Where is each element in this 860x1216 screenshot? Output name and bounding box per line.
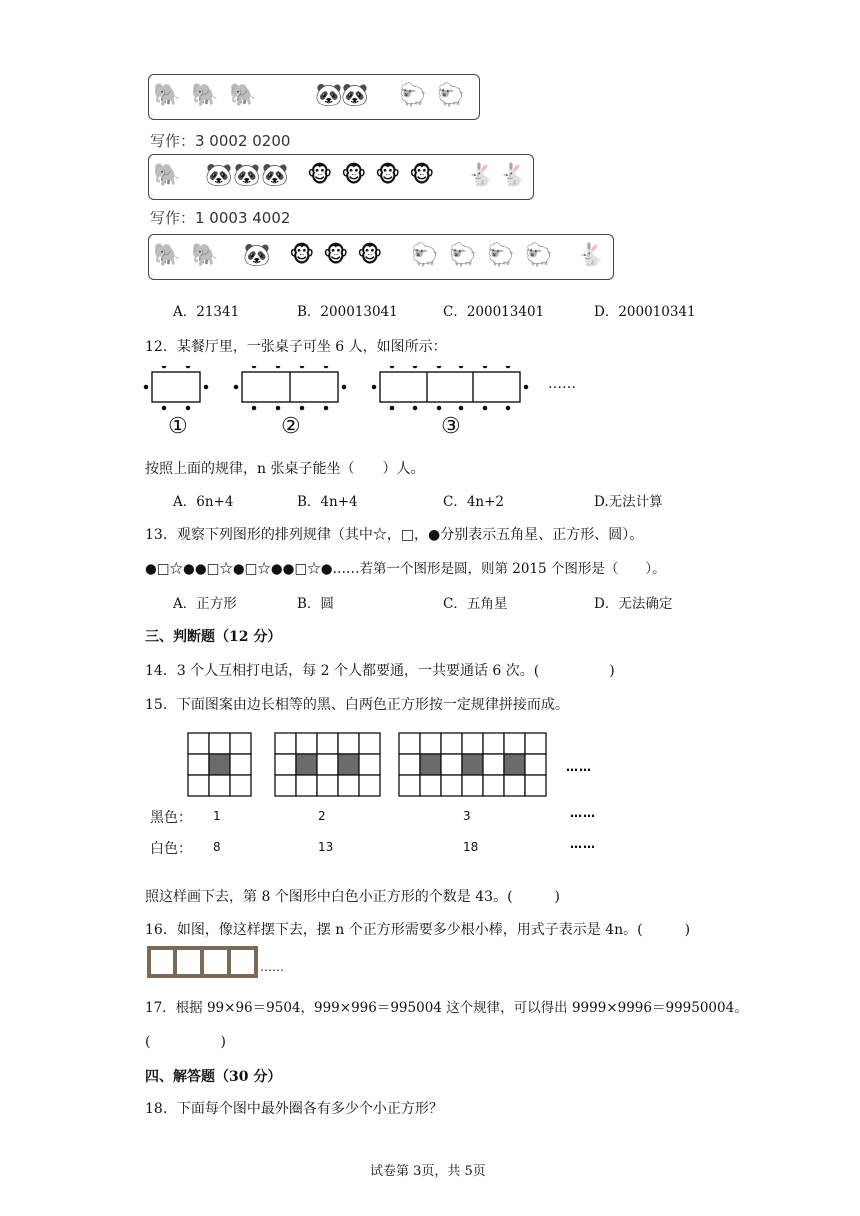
animal-box-3 xyxy=(148,234,614,280)
panda-icon: 🐼 xyxy=(243,243,271,268)
monkey-icon: 🐵 xyxy=(289,243,315,268)
q11-option-a[interactable]: A．21341 xyxy=(173,304,240,320)
table-diagram xyxy=(140,366,600,446)
pattern-2 xyxy=(275,733,380,796)
q12-text: 12．某餐厅里，一张桌子可坐 6 人，如图所示： xyxy=(145,339,447,355)
black-count-3: 3 xyxy=(463,809,471,823)
white-count-2: 13 xyxy=(318,840,334,854)
q15-statement: 照这样画下去，第 8 个图形中白色小正方形的个数是 43。( ) xyxy=(145,889,560,905)
panda-icon: 🐼 xyxy=(233,163,261,188)
animal-box-1 xyxy=(148,74,480,120)
black-count-1: 1 xyxy=(213,809,221,823)
pattern-3 xyxy=(399,733,546,796)
monkey-icon: 🐵 xyxy=(375,163,401,188)
white-label: 白色： xyxy=(150,841,192,857)
rabbit-icon: 🐇 xyxy=(499,163,527,188)
table-label-3: ③ xyxy=(441,414,461,439)
q15-text: 15．下面图案由边长相等的黑、白两色正方形按一定规律拼接而成。 xyxy=(145,697,569,713)
q13-option-b[interactable]: B．圆 xyxy=(297,596,334,612)
monkey-icon: 🐵 xyxy=(341,163,367,188)
table-label-2: ② xyxy=(281,414,301,439)
section-4-heading: 四、解答题（30 分） xyxy=(145,1069,282,1085)
monkey-icon: 🐵 xyxy=(307,163,333,188)
matchstick-ellipsis: …… xyxy=(260,960,284,974)
table-label-1: ① xyxy=(168,414,188,439)
elephant-icon: 🐘 xyxy=(191,83,219,108)
page-footer: 试卷第 3页，共 5页 xyxy=(370,1164,486,1179)
monkey-icon: 🐵 xyxy=(323,243,349,268)
matchstick-squares-diagram xyxy=(146,944,262,980)
sheep-icon: 🐑 xyxy=(399,83,427,108)
q13-option-a[interactable]: A．正方形 xyxy=(173,596,237,612)
q11-option-c[interactable]: C．200013401 xyxy=(443,304,545,320)
elephant-icon: 🐘 xyxy=(153,243,181,268)
table-ellipsis: …… xyxy=(548,376,576,392)
panda-icon: 🐼 xyxy=(341,83,369,108)
panda-icon: 🐼 xyxy=(261,163,289,188)
elephant-icon: 🐘 xyxy=(229,83,257,108)
q13-sequence: ●□☆●●□☆●□☆●●□☆●……若第一个图形是圆，则第 2015 个图形是（ ）。 xyxy=(145,561,666,577)
sheep-icon: 🐑 xyxy=(525,243,553,268)
sheep-icon: 🐑 xyxy=(449,243,477,268)
elephant-icon: 🐘 xyxy=(191,243,219,268)
q13-option-c[interactable]: C．五角星 xyxy=(443,596,508,612)
rabbit-icon: 🐇 xyxy=(467,163,495,188)
black-label: 黑色： xyxy=(150,810,192,826)
sheep-icon: 🐑 xyxy=(487,243,515,268)
q13-text: 13．观察下列图形的排列规律（其中☆，□，●分别表示五角星、正方形、圆）。 xyxy=(145,527,644,543)
animal-box-2 xyxy=(148,154,534,200)
panda-icon: 🐼 xyxy=(205,163,233,188)
table-1 xyxy=(144,366,209,410)
sheep-icon: 🐑 xyxy=(437,83,465,108)
q13-option-d[interactable]: D．无法确定 xyxy=(594,596,673,612)
write-line-1: 写作：3 0002 0200 xyxy=(150,132,291,150)
white-count-1: 8 xyxy=(213,840,221,854)
white-count-3: 18 xyxy=(463,840,479,854)
tile-pattern-diagram xyxy=(186,732,556,798)
q12-prompt: 按照上面的规律，n 张桌子能坐（ ）人。 xyxy=(145,461,425,477)
q14-text: 14．3 个人互相打电话，每 2 个人都要通，一共要通话 6 次。( ) xyxy=(145,663,615,679)
q12-option-d[interactable]: D.无法计算 xyxy=(594,494,663,510)
pattern-ellipsis: …… xyxy=(566,760,592,774)
q11-option-d[interactable]: D．200010341 xyxy=(594,304,696,320)
black-ellipsis: …… xyxy=(570,806,596,820)
write-line-2: 写作：1 0003 4002 xyxy=(150,209,291,227)
black-count-2: 2 xyxy=(318,809,326,823)
table-2 xyxy=(234,366,347,410)
panda-icon: 🐼 xyxy=(315,83,343,108)
monkey-icon: 🐵 xyxy=(409,163,435,188)
q12-option-b[interactable]: B．4n+4 xyxy=(297,494,358,510)
elephant-icon: 🐘 xyxy=(153,163,181,188)
white-ellipsis: …… xyxy=(570,837,596,851)
q17-text: 17．根据 99×96＝9504，999×996＝995004 这个规律，可以得出 9999×9996＝99950004。 xyxy=(145,1000,748,1016)
q11-option-b[interactable]: B．200013041 xyxy=(297,304,398,320)
q12-option-a[interactable]: A．6n+4 xyxy=(173,494,234,510)
pattern-1 xyxy=(188,733,251,796)
q16-text: 16．如图，像这样摆下去，摆 n 个正方形需要多少根小棒，用式子表示是 4n。( ) xyxy=(145,922,691,938)
q18-text: 18．下面每个图中最外圈各有多少个小正方形？ xyxy=(145,1101,443,1117)
section-3-heading: 三、判断题（12 分） xyxy=(145,629,282,645)
table-3 xyxy=(372,366,529,410)
rabbit-icon: 🐇 xyxy=(577,243,605,268)
q17-blank[interactable]: ( ) xyxy=(145,1034,226,1050)
q12-option-c[interactable]: C．4n+2 xyxy=(443,494,505,510)
monkey-icon: 🐵 xyxy=(357,243,383,268)
elephant-icon: 🐘 xyxy=(153,83,181,108)
sheep-icon: 🐑 xyxy=(411,243,439,268)
